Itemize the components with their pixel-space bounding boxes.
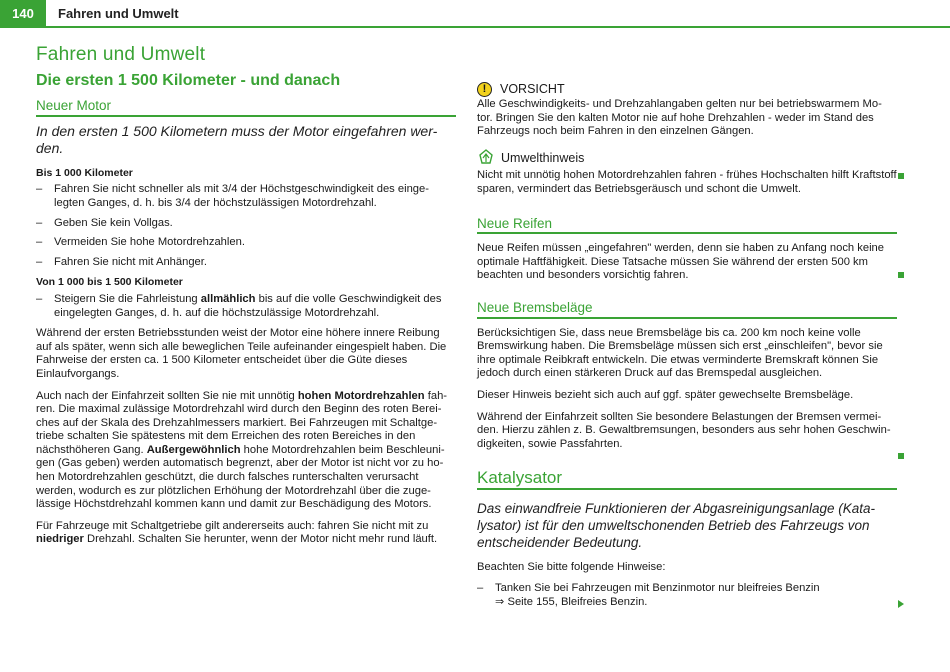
brakes-block xyxy=(477,301,897,451)
list-1000 xyxy=(36,183,456,269)
env-text: Nicht mit unnötig hohen Motordrehzahlen fahren - frühes Hochschalten hilft Kraftstoff sparen, vermindert das Betriebsgeräusch und schont die Umwelt. xyxy=(477,169,897,195)
env-title: Umwelthinweis xyxy=(501,150,585,165)
catalyst-block xyxy=(477,468,897,609)
subsection-title-brakes: Neue Bremsbeläge xyxy=(477,301,897,319)
brakes-text-1: Berücksichtigen Sie, dass neue Bremsbeläge bis ca. 200 km noch keine volle Bremswirkung haben. Die Bremsbeläge müssen sich erst „einschleifen", bevor sie ihre optimale Reibkraft entwickeln. Die etwas verminderte Bremskraft können Sie jedoch durch einen stärkeren Druck auf das Bremspedal ausgleichen. xyxy=(477,326,883,380)
paragraph: Während der ersten Betriebsstunden weist der Motor eine höhere innere Reibung auf als später, wenn sich alle beweglichen Teile aufeinander eingespielt haben. Die Fahrweise der ersten ca. 1 500 Kilometer entscheidet über die Güte dieses Einlaufvorgangs. xyxy=(36,327,447,380)
section-end-marker xyxy=(898,173,904,179)
caution-heading xyxy=(477,82,897,97)
catalyst-intro: Beachten Sie bitte folgende Hinweise: xyxy=(477,560,666,573)
catalyst-title: Katalysator xyxy=(477,471,897,490)
left-column xyxy=(36,44,456,555)
page-number: 140 xyxy=(0,0,46,28)
brakes-text-3: Während der Einfahrzeit sollten Sie besondere Belastungen der Bremsen vermei-den. Hierzu zählen z. B. Gewaltbremsungen, besonders aus sehr hohen Geschwin-digkeiten, sowie Passfahrten. xyxy=(477,410,891,450)
section-title: Die ersten 1 500 Kilometer - und danach xyxy=(36,71,341,89)
subhead-1000-1500: Von 1 000 bis 1 500 Kilometer xyxy=(36,276,183,289)
list-item: – Fahren Sie nicht schneller als mit 3/4 der Höchstgeschwindigkeit des einge-legten Ganges, d. h. bis 3/4 der höchstzulässigen Motordrehzahl. xyxy=(36,183,456,210)
caution-title: VORSICHT xyxy=(500,81,565,96)
caution-text: Alle Geschwindigkeits- und Drehzahlangaben gelten nur bei betriebswarmem Mo-tor. Bringen Sie den kalten Motor nie auf hohe Drehzahlen - weder im Stand des Fahrzeugs noch beim Fahren in den einzelnen Gängen. xyxy=(477,98,882,138)
environment-icon xyxy=(477,149,495,169)
page-header xyxy=(0,0,950,28)
catalyst-lead: Das einwandfreie Funktionieren der Abgasreinigungsanlage (Kata-lysator) ist für den umweltschonenden Betrieb des Fahrzeugs von entscheidender Bedeutung. xyxy=(477,500,875,550)
tires-text: Neue Reifen müssen „eingefahren" werden, denn sie haben zu Anfang noch keine optimale Haftfähigkeit. Diese Tatsache müssen Sie während der ersten 500 km beachten und besonders vorsichtig fahren. xyxy=(477,242,884,282)
env-heading xyxy=(477,149,897,169)
page-reference-link[interactable]: ⇒ Seite 155, Bleifreies Benzin. xyxy=(495,596,648,609)
warning-icon: ! xyxy=(477,82,492,97)
caution-block xyxy=(477,82,897,139)
list-item: – Vermeiden Sie hohe Motordrehzahlen. xyxy=(36,236,456,250)
brakes-text-2: Dieser Hinweis bezieht sich auch auf ggf. später gewechselte Bremsbeläge. xyxy=(477,388,854,401)
paragraph: Für Fahrzeuge mit Schaltgetriebe gilt andererseits auch: fahren Sie nicht mit zu niedriger Drehzahl. Schalten Sie herunter, wenn der Motor nicht mehr rund läuft. xyxy=(36,519,438,546)
chapter-title: Fahren und Umwelt xyxy=(36,44,206,65)
list-item: – Geben Sie kein Vollgas. xyxy=(36,217,456,231)
list-item: – Fahren Sie nicht mit Anhänger. xyxy=(36,256,456,270)
list-item: – Steigern Sie die Fahrleistung allmählich bis auf die volle Geschwindigkeit des eingelegten Ganges, d. h. auf die höchstzulässige Motordrehzahl. xyxy=(36,293,456,320)
section-end-marker xyxy=(898,272,904,278)
continue-arrow-icon xyxy=(898,600,904,608)
list-item: – Tanken Sie bei Fahrzeugen mit Benzinmotor nur bleifreies Benzin ⇒ Seite 155, Bleifreies Benzin. xyxy=(477,582,897,609)
subsection-title-tires: Neue Reifen xyxy=(477,217,897,235)
engine-lead: In den ersten 1 500 Kilometern muss der Motor eingefahren wer-den. xyxy=(36,122,438,156)
subsection-title-engine: Neuer Motor xyxy=(36,99,456,117)
subhead-1000: Bis 1 000 Kilometer xyxy=(36,166,133,179)
right-column xyxy=(477,82,897,617)
list-1000-1500 xyxy=(36,293,456,320)
header-rule xyxy=(46,26,950,28)
section-end-marker xyxy=(898,453,904,459)
paragraph: Auch nach der Einfahrzeit sollten Sie nie mit unnötig hohen Motordrehzahlen fah-ren. Die maximal zulässige Motordrehzahl wird durch den Beginn des roten Berei-ches auf der Skala des Drehzahlmessers markiert. Bei Fahrzeugen mit Schaltge-triebe schalten Sie spätestens mit dem Erreichen des roten Bereiches in den nächsthöheren Gang. Außergewöhnlich hohe Motordrehzahlen beim Beschleuni-gen (Gas geben) werden automatisch begrenzt, aber der Motor ist nicht vor zu ho-hen Motordrehzahlen geschützt, die durch falsches runterschalten verursacht werden, wodurch es zur plötzlichen Erhöhung der Motordrehzahl über die zuge-lässige Höchstdrehzahl kommen kann und damit zur Beschädigung des Motors. xyxy=(36,389,448,511)
catalyst-list xyxy=(477,582,897,609)
env-block xyxy=(477,149,897,197)
tires-block xyxy=(477,217,897,283)
header-title: Fahren und Umwelt xyxy=(58,6,179,21)
